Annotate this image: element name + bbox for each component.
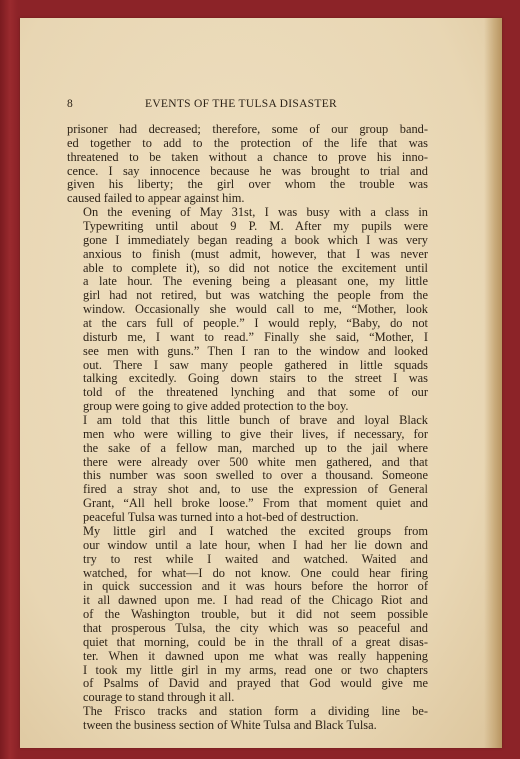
text-line: I am told that this little bunch of brave and loyal Black (83, 413, 428, 428)
text-line: anxious to finish (must admit, however, that I was never (83, 246, 428, 261)
text-line: talking excitedly. Going down stairs to the street I was (83, 371, 428, 386)
text-line: On the evening of May 31st, I was busy with a class in (83, 205, 428, 220)
running-head: EVENTS OF THE TULSA DISASTER (145, 98, 337, 110)
text-line: disturb me, I want to read.” Finally she said, “Mother, I (83, 329, 428, 344)
text-line: at the cars full of people.” I would reply, “Baby, do not (83, 316, 428, 331)
text-line: it all dawned upon me. I had read of the Chicago Riot and (83, 593, 428, 608)
text-line: window. Occasionally she would call to me, “Mother, look (83, 302, 428, 317)
text-line: threatened to be taken without a chance to prove his inno- (67, 149, 428, 164)
text-line: The Frisco tracks and station form a dividing line be- (83, 704, 428, 719)
text-line: fired a stray shot and, to use the expression of General (83, 482, 428, 497)
text-line: our window until a late hour, when I had her lie down and (83, 537, 428, 552)
text-line: Grant, “All hell broke loose.” From that moment quiet and (83, 496, 428, 511)
paragraph (67, 525, 428, 705)
text-line: given his liberty; the girl over whom the trouble was (67, 177, 428, 192)
text-line: tween the business section of White Tulsa and Black Tulsa. (83, 717, 377, 732)
text-line: watched, for what—I do not know. One could hear firing (83, 565, 428, 580)
text-line: caused failed to appear against him. (67, 191, 245, 206)
text-line: gone I immediately began reading a book which I was very (83, 232, 428, 247)
text-line: cence. I say innocence because he was brought to trial and (67, 163, 428, 178)
text-line: prisoner had decreased; therefore, some of our group band- (67, 122, 428, 136)
text-line: this number was soon swelled to over a thousand. Someone (83, 468, 428, 483)
paragraph (67, 206, 428, 414)
text-line: a late hour. The evening being a pleasant one, my little (83, 274, 428, 289)
page-number: 8 (67, 98, 74, 110)
text-line: in quick succession and it was hours before the horror of (83, 579, 428, 594)
body-text (67, 123, 428, 733)
text-line: quiet that morning, could be in the thrall of a great disas- (83, 634, 428, 649)
text-line: try to rest while I waited and watched. Waited and (83, 551, 428, 566)
text-line: there were already over 500 white men gathered, and that (83, 454, 428, 469)
text-line: Typewriting until about 9 P. M. After my pupils were (83, 219, 428, 234)
page-gutter-shadow (484, 18, 502, 748)
paragraph (67, 123, 428, 206)
text-line: of Psalms of David and prayed that God would give me (83, 676, 428, 691)
text-line: told of the threatened lynching and that some of our (83, 385, 428, 400)
text-line: peaceful Tulsa was turned into a hot-bed of destruction. (83, 510, 359, 525)
text-line: girl had not retired, but was watching the people from the (83, 288, 428, 303)
text-line: that prosperous Tulsa, the city which was so peaceful and (83, 620, 428, 635)
paragraph (67, 705, 428, 733)
text-line: group were going to give added protection to the boy. (83, 399, 349, 414)
text-line: of the Washington trouble, but it did not seem possible (83, 607, 428, 622)
text-line: able to complete it), so did not notice the excitement until (83, 260, 428, 275)
text-line: men who were willing to give their lives, if necessary, for (83, 426, 428, 441)
text-line: out. There I saw many people gathered in little squads (83, 357, 428, 372)
text-line: ter. When it dawned upon me what was really happening (83, 648, 428, 663)
paragraph (67, 414, 428, 525)
text-line: see men with guns.” Then I ran to the window and looked (83, 343, 428, 358)
text-line: courage to stand through it all. (83, 690, 235, 705)
text-line: My little girl and I watched the excited groups from (83, 523, 428, 538)
text-line: the sake of a fellow man, marched up to the jail where (83, 440, 428, 455)
text-line: ed together to add to the protection of the life that was (67, 135, 428, 150)
text-line: I took my little girl in my arms, read one or two chapters (83, 662, 428, 677)
